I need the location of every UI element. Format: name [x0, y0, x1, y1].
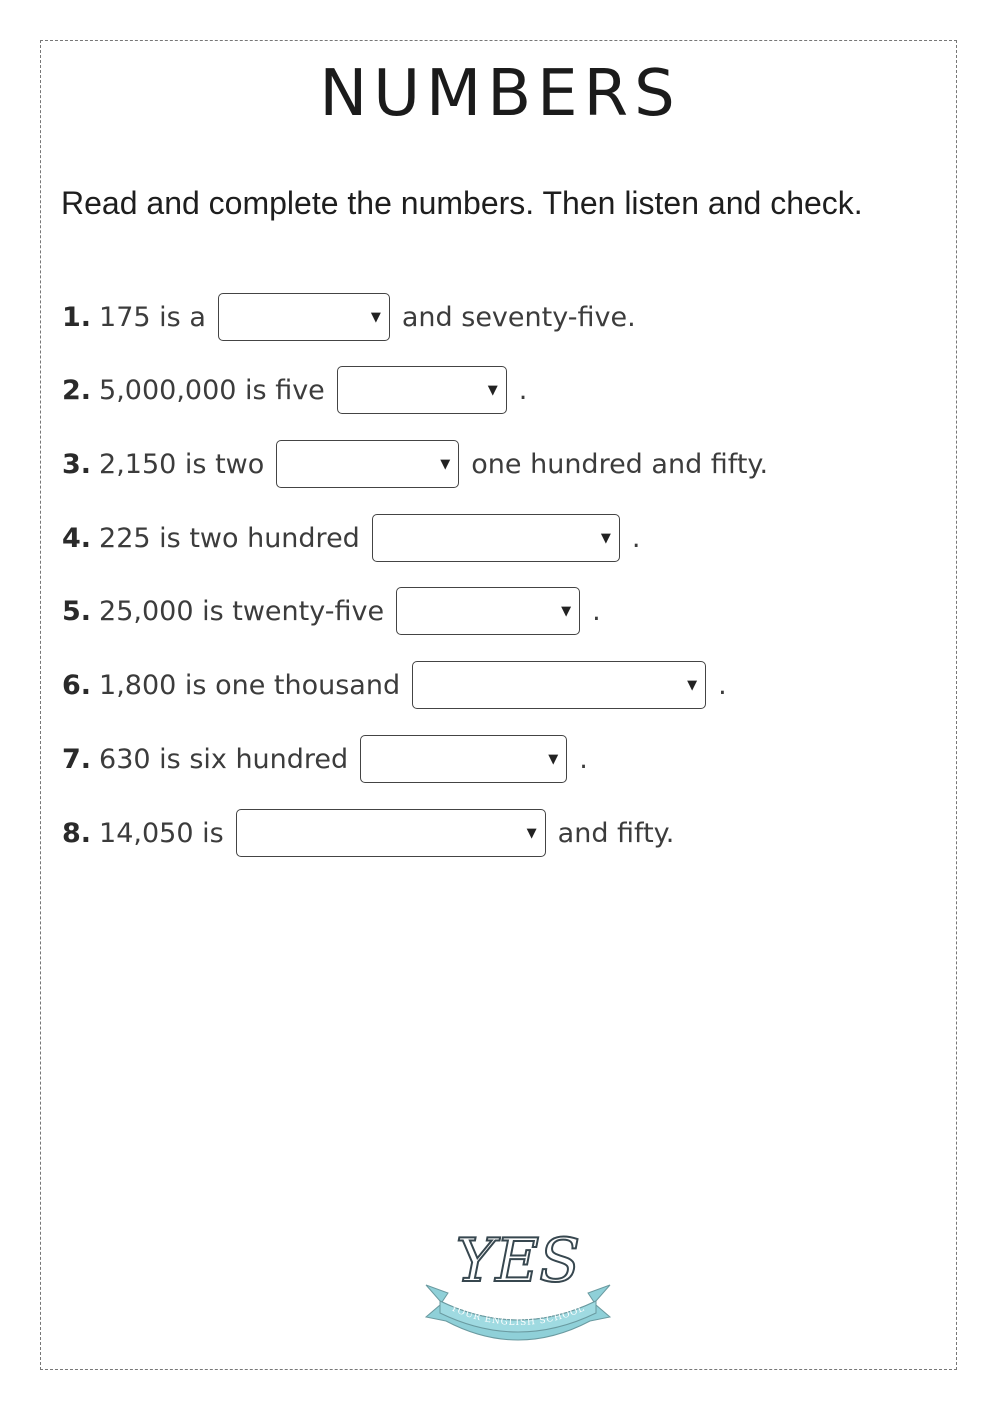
exercise-4 — [62, 513, 640, 563]
exercise-text-before: 1,800 is one thousand — [99, 669, 401, 701]
exercise-6 — [62, 660, 727, 710]
answer-dropdown-7[interactable] — [360, 735, 567, 783]
chevron-down-icon: ▼ — [487, 382, 498, 398]
exercise-text-after: . — [631, 522, 641, 554]
chevron-down-icon: ▼ — [440, 456, 451, 472]
exercise-text-after: . — [518, 374, 528, 406]
exercise-7 — [62, 734, 588, 784]
exercise-number: 2. — [62, 374, 92, 406]
exercise-8 — [62, 808, 674, 858]
answer-dropdown-3[interactable] — [276, 440, 459, 488]
answer-dropdown-6[interactable] — [412, 661, 706, 709]
answer-dropdown-4[interactable] — [372, 514, 620, 562]
exercise-text-before: 14,050 is — [99, 817, 224, 849]
exercise-number: 8. — [62, 817, 92, 849]
exercise-text-after: and seventy-five. — [401, 301, 636, 333]
exercise-text-after: . — [718, 669, 727, 701]
logo-banner: YOUR ENGLISH SCHOOL — [449, 1303, 587, 1329]
exercise-text-before: 5,000,000 is five — [99, 374, 325, 406]
exercise-5 — [62, 586, 601, 636]
chevron-down-icon: ▼ — [370, 309, 381, 325]
page-title: NUMBERS — [319, 57, 681, 131]
exercise-number: 1. — [62, 301, 92, 333]
exercise-number: 6. — [62, 669, 92, 701]
chevron-down-icon: ▼ — [687, 677, 698, 693]
answer-dropdown-5[interactable] — [396, 587, 580, 635]
school-logo — [418, 1213, 618, 1353]
answer-dropdown-8[interactable] — [236, 809, 546, 857]
exercise-2 — [62, 365, 527, 415]
exercise-text-before: 225 is two hundred — [99, 522, 360, 554]
exercise-3 — [62, 439, 768, 489]
exercise-text-after: one hundred and fifty. — [471, 448, 769, 480]
chevron-down-icon: ▼ — [600, 530, 611, 546]
answer-dropdown-2[interactable] — [337, 366, 507, 414]
exercise-number: 5. — [62, 595, 92, 627]
instructions: Read and complete the numbers. Then listen and check. — [61, 185, 863, 221]
chevron-down-icon: ▼ — [526, 825, 537, 841]
exercise-text-after: . — [579, 743, 588, 775]
exercise-text-before: 630 is six hundred — [99, 743, 349, 775]
exercise-text-before: 175 is a — [99, 301, 206, 333]
logo-script: YES — [455, 1226, 581, 1296]
exercise-number: 4. — [62, 522, 92, 554]
exercise-1 — [62, 292, 636, 342]
exercise-text-before: 25,000 is twenty-five — [99, 595, 385, 627]
answer-dropdown-1[interactable] — [218, 293, 390, 341]
exercise-text-after: and fifty. — [557, 817, 675, 849]
chevron-down-icon: ▼ — [561, 603, 572, 619]
chevron-down-icon: ▼ — [548, 751, 559, 767]
exercise-text-after: . — [592, 595, 601, 627]
exercise-text-before: 2,150 is two — [99, 448, 265, 480]
exercise-number: 7. — [62, 743, 92, 775]
exercise-number: 3. — [62, 448, 92, 480]
